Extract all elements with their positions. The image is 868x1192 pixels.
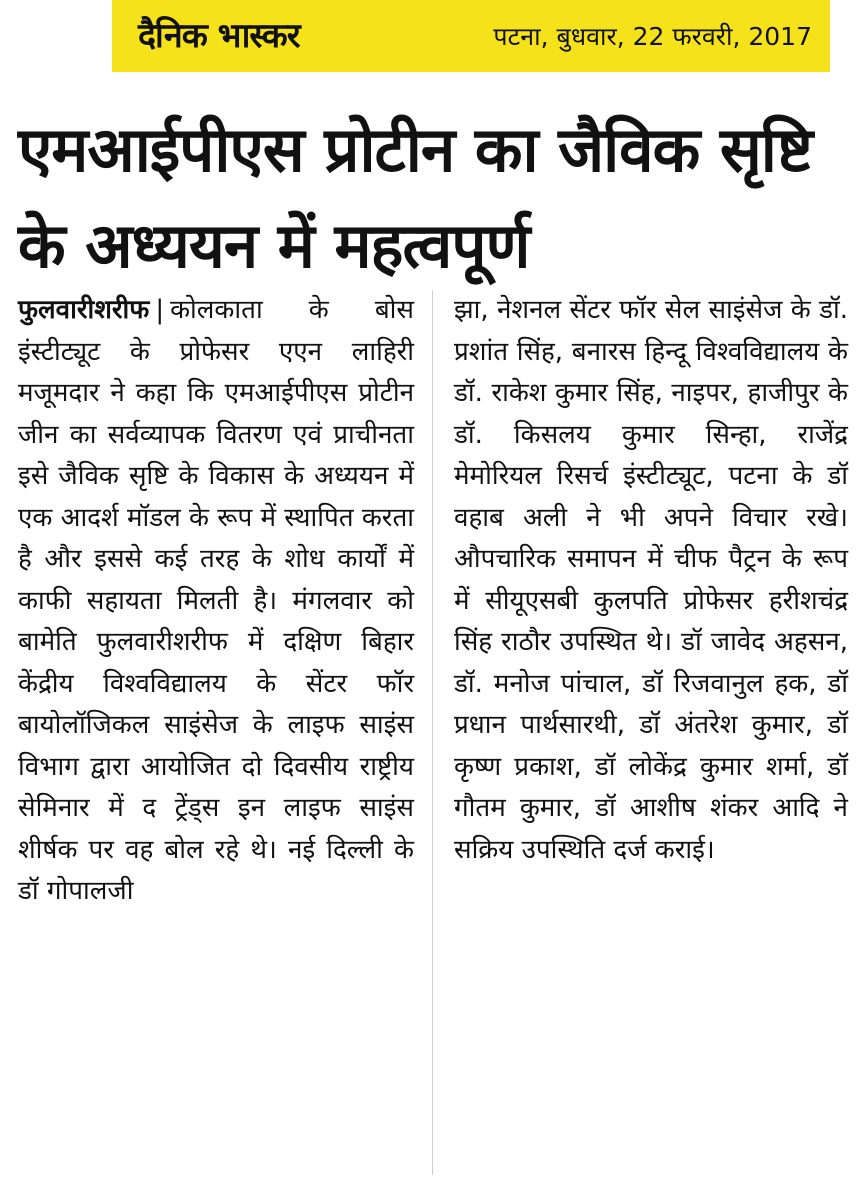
right-body-text: झा, नेशनल सेंटर फॉर सेल साइंसेज के डॉ. प्रशांत सिंह, बनारस हिन्दू विश्वविद्यालय के डॉ. राकेश कुमार सिंह, नाइपर, हाजीपुर के डॉ. किसलय कुमार सिन्हा, राजेंद्र मेमोरियल रिसर्च इंस्टीट्यूट, पटना के डॉ वहाब अली ने भी अपने विचार रखे। औपचारिक समापन में चीफ पैट्रन के रूप में सीयूएसबी कुलपति प्रोफेसर हरीशचंद्र सिंह राठौर उपस्थित थे। डॉ जावेद अहसन, डॉ. मनोज पांचाल, डॉ रिजवानुल हक, डॉ प्रधान पार्थसारथी, डॉ अंतरेश कुमार, डॉ कृष्ण प्रकाश, डॉ लोकेंद्र कुमार शर्मा, डॉ गौतम कुमार, डॉ आशीष शंकर आदि ने सक्रिय उपस्थिति दर्ज कराई। bbox=[454, 295, 848, 865]
place-name: फुलवारीशरीफ bbox=[18, 295, 150, 325]
masthead bbox=[112, 0, 830, 72]
newspaper-logo bbox=[138, 10, 300, 62]
logo-text: दैनिक भास्कर bbox=[138, 16, 300, 56]
article-paragraph-left bbox=[18, 290, 414, 913]
dateline: पटना, बुधवार, 22 फरवरी, 2017 bbox=[493, 22, 812, 51]
column-divider bbox=[432, 290, 433, 1175]
left-body-text: कोलकाता के बोस इंस्टीट्यूट के प्रोफेसर एएन लाहिरी मजूमदार ने कहा कि एमआईपीएस प्रोटीन जीन का सर्वव्यापक वितरण एवं प्राचीनता इसे जैविक सृष्टि के विकास के अध्ययन में एक आदर्श मॉडल के रूप में स्थापित करता है और इससे कई तरह के शोध कार्यों में काफी सहायता मिलती है। मंगलवार को बामेति फुलवारीशरीफ में दक्षिण बिहार केंद्रीय विश्वविद्यालय के सेंटर फॉर बायोलॉजिकल साइंसेज के लाइफ साइंस विभाग द्वारा आयोजित दो दिवसीय राष्ट्रीय सेमिनार में द ट्रेंड्स इन लाइफ साइंस शीर्षक पर वह बोल रहे थे। नई दिल्ली के डॉ गोपालजी bbox=[18, 295, 414, 906]
place-separator: | bbox=[155, 295, 165, 325]
article-column-left bbox=[18, 290, 414, 913]
headline: एमआईपीएस प्रोटीन का जैविक सृष्टि के अध्ययन में महत्वपूर्ण bbox=[18, 113, 813, 282]
article-column-right bbox=[454, 290, 848, 871]
